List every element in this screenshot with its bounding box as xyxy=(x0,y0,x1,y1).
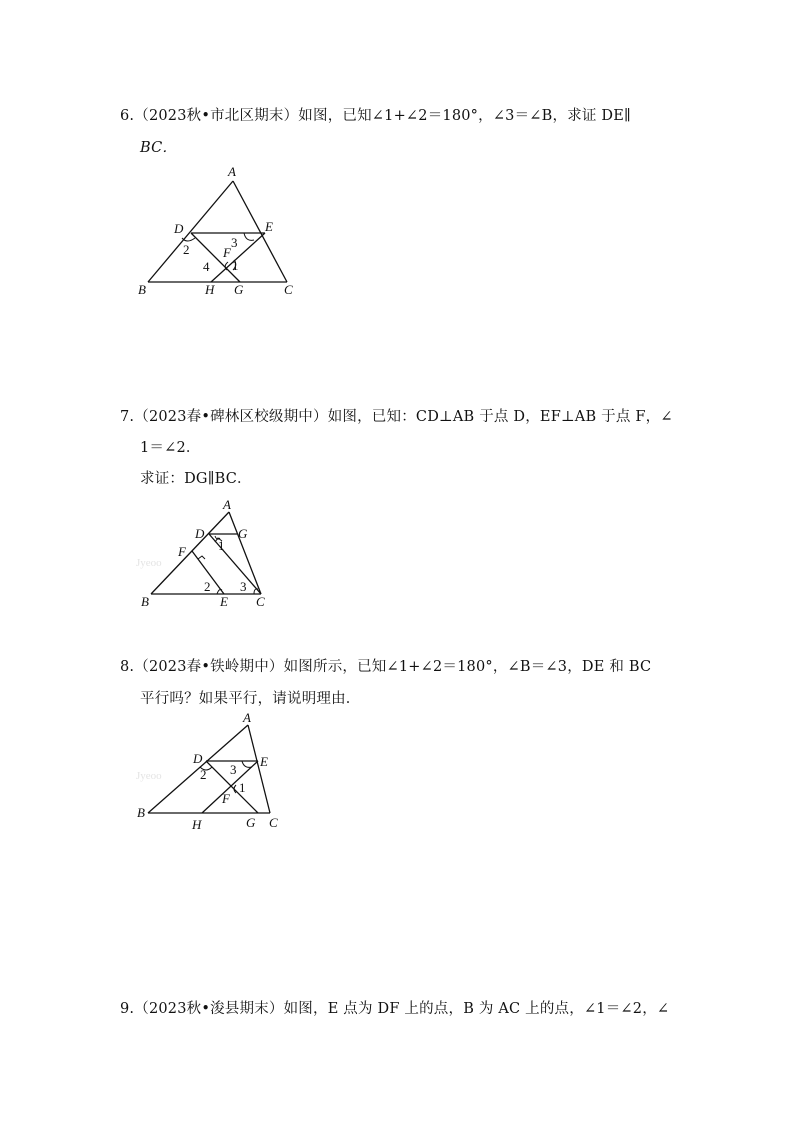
point-F: F xyxy=(222,791,230,806)
point-A: A xyxy=(243,710,251,725)
problem-7-line-1 xyxy=(120,405,673,426)
point-B: B xyxy=(141,594,149,609)
angle-1: 1 xyxy=(218,538,225,553)
point-A: A xyxy=(223,497,231,512)
problem-8-line-2: 平行吗？如果平行，请说明理由． xyxy=(140,691,361,707)
point-D: D xyxy=(195,526,205,541)
point-C: C xyxy=(284,282,293,297)
problem-9-number: 9. xyxy=(120,1001,135,1017)
point-F: F xyxy=(178,544,186,559)
angle-3: 3 xyxy=(231,235,238,250)
point-G: G xyxy=(234,282,244,297)
problem-7-line-3: 求证：DG∥BC． xyxy=(140,471,252,487)
point-D: D xyxy=(193,751,203,766)
angle-3: 3 xyxy=(240,579,247,594)
point-G: G xyxy=(238,526,248,541)
problem-7-number: 7. xyxy=(120,409,135,425)
problem-8-text-1: （2023春•铁岭期中）如图所示，已知∠1+∠2＝180°，∠B＝∠3，DE 和 BC xyxy=(134,659,652,675)
point-C: C xyxy=(256,594,265,609)
problem-8-number: 8. xyxy=(120,659,135,675)
point-B: B xyxy=(137,805,145,820)
problem-9-text-1: （2023秋•浚县期末）如图，E 点为 DF 上的点，B 为 AC 上的点，∠1＝∠2，∠ xyxy=(134,1001,670,1017)
angle-4: 4 xyxy=(203,259,210,274)
figure-7 xyxy=(134,496,284,616)
problem-6-line-2: BC． xyxy=(140,140,178,156)
problem-8-line-1 xyxy=(120,655,651,676)
problem-9-line-1 xyxy=(120,997,669,1018)
angle-3: 3 xyxy=(230,762,237,777)
point-E: E xyxy=(260,754,268,769)
point-F: F xyxy=(223,245,231,260)
watermark: Jyeoo xyxy=(136,770,162,782)
point-A: A xyxy=(228,164,236,179)
angle-1: 1 xyxy=(232,258,239,273)
figure-8 xyxy=(134,707,294,832)
figure-6 xyxy=(132,164,312,299)
point-H: H xyxy=(192,817,202,832)
point-E: E xyxy=(265,219,273,234)
point-D: D xyxy=(174,221,184,236)
problem-7-text-1: （2023春•碑林区校级期中）如图，已知：CD⊥AB 于点 D，EF⊥AB 于点 F，∠ xyxy=(134,409,673,425)
problem-6-text-1: （2023秋•市北区期末）如图，已知∠1+∠2＝180°，∠3＝∠B，求证 DE∥ xyxy=(134,108,631,124)
point-C: C xyxy=(269,815,278,830)
problem-6-line-1 xyxy=(120,104,631,125)
point-H: H xyxy=(205,282,215,297)
point-E: E xyxy=(220,594,228,609)
point-G: G xyxy=(246,815,256,830)
angle-1: 1 xyxy=(239,780,246,795)
problem-6-number: 6. xyxy=(120,108,135,124)
angle-2: 2 xyxy=(183,242,190,257)
watermark: Jyeoo xyxy=(136,557,162,569)
problem-7-line-2: 1＝∠2． xyxy=(140,440,201,456)
angle-2: 2 xyxy=(204,579,211,594)
angle-2: 2 xyxy=(200,767,207,782)
point-B: B xyxy=(138,282,146,297)
